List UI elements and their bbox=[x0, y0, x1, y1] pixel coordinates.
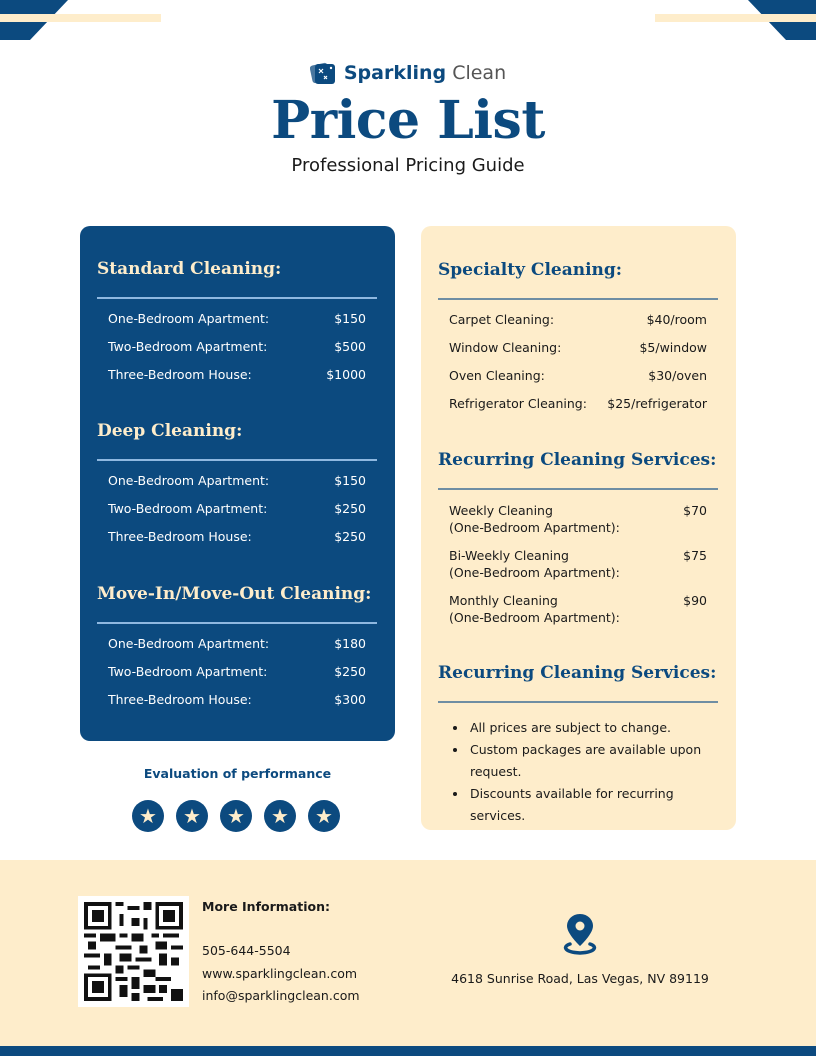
service-price: $25/refrigerator bbox=[607, 396, 707, 411]
price-row bbox=[438, 592, 718, 637]
service-label: Two-Bedroom Apartment: bbox=[108, 501, 268, 516]
service-label: Bi-Weekly Cleaning (One-Bedroom Apartment): bbox=[449, 548, 620, 580]
divider bbox=[97, 622, 377, 624]
service-label: Carpet Cleaning: bbox=[449, 312, 555, 327]
service-price: $1000 bbox=[326, 367, 366, 382]
service-label: Weekly Cleaning (One-Bedroom Apartment): bbox=[449, 503, 620, 535]
service-label: One-Bedroom Apartment: bbox=[108, 473, 270, 488]
star-icon: ★ bbox=[132, 800, 164, 832]
section-recurring-services bbox=[438, 450, 718, 637]
contact-info bbox=[202, 899, 360, 1011]
divider bbox=[438, 298, 718, 300]
section-title: Specialty Cleaning: bbox=[438, 260, 623, 280]
service-label: Two-Bedroom Apartment: bbox=[108, 339, 268, 354]
price-row bbox=[97, 473, 377, 501]
service-price: $500 bbox=[334, 339, 366, 354]
service-price: $5/window bbox=[639, 340, 707, 355]
address: 4618 Sunrise Road, Las Vegas, NV 89119 bbox=[451, 971, 709, 986]
service-label: Monthly Cleaning (One-Bedroom Apartment): bbox=[449, 593, 620, 625]
price-row bbox=[97, 367, 377, 395]
standard-pricing-panel bbox=[80, 226, 395, 741]
service-price: $150 bbox=[334, 473, 366, 488]
page-title: Price List bbox=[271, 90, 545, 151]
price-row bbox=[438, 340, 718, 368]
note-item: • Discounts available for recurring services. bbox=[468, 783, 718, 827]
sparkle-card-icon bbox=[310, 60, 336, 86]
service-price: $180 bbox=[334, 636, 366, 651]
service-label: Refrigerator Cleaning: bbox=[449, 396, 587, 411]
service-price: $300 bbox=[334, 692, 366, 707]
specialty-pricing-panel bbox=[421, 226, 736, 830]
section-title: Recurring Cleaning Services: bbox=[438, 663, 717, 683]
price-row bbox=[97, 664, 377, 692]
price-row bbox=[97, 636, 377, 664]
service-label: Oven Cleaning: bbox=[449, 368, 545, 383]
service-label: One-Bedroom Apartment: bbox=[108, 311, 270, 326]
evaluation-label: Evaluation of performance bbox=[143, 766, 332, 781]
email-link[interactable]: info@sparklingclean.com bbox=[202, 988, 360, 1003]
note-item: • Custom packages are available upon request. bbox=[468, 739, 718, 783]
price-row bbox=[97, 311, 377, 339]
service-price: $75 bbox=[683, 548, 707, 563]
service-label: Three-Bedroom House: bbox=[108, 529, 252, 544]
service-price: $250 bbox=[334, 664, 366, 679]
service-price: $150 bbox=[334, 311, 366, 326]
price-row bbox=[438, 368, 718, 396]
price-row bbox=[97, 501, 377, 529]
note-item: • All prices are subject to change. bbox=[468, 717, 718, 739]
price-row bbox=[438, 312, 718, 340]
notes-list bbox=[438, 717, 718, 827]
service-price: $250 bbox=[334, 529, 366, 544]
divider bbox=[438, 701, 718, 703]
section-title: Deep Cleaning: bbox=[97, 421, 243, 441]
divider bbox=[97, 297, 377, 299]
star-icon: ★ bbox=[308, 800, 340, 832]
section-title: Standard Cleaning: bbox=[97, 259, 282, 279]
brand bbox=[0, 60, 816, 86]
map-pin-icon bbox=[560, 912, 600, 956]
divider bbox=[97, 459, 377, 461]
star-icon: ★ bbox=[176, 800, 208, 832]
service-label: Window Cleaning: bbox=[449, 340, 562, 355]
price-row bbox=[438, 396, 718, 424]
top-stripe-right bbox=[655, 14, 816, 22]
page-subtitle: Professional Pricing Guide bbox=[291, 155, 525, 176]
price-row bbox=[97, 692, 377, 720]
divider bbox=[438, 488, 718, 490]
qr-code-icon[interactable] bbox=[78, 896, 189, 1007]
info-title: More Information: bbox=[202, 899, 330, 914]
service-price: $250 bbox=[334, 501, 366, 516]
section-standard-cleaning bbox=[97, 259, 377, 395]
star-icon: ★ bbox=[264, 800, 296, 832]
phone-number[interactable]: 505-644-5504 bbox=[202, 943, 291, 958]
star-icon: ★ bbox=[220, 800, 252, 832]
price-row bbox=[438, 547, 718, 592]
service-label: Three-Bedroom House: bbox=[108, 367, 252, 382]
star-rating bbox=[132, 800, 340, 832]
section-deep-cleaning bbox=[97, 421, 377, 557]
service-label: One-Bedroom Apartment: bbox=[108, 636, 270, 651]
price-row bbox=[97, 339, 377, 367]
service-label: Two-Bedroom Apartment: bbox=[108, 664, 268, 679]
brand-name: Sparkling Clean bbox=[343, 62, 507, 84]
section-specialty-cleaning bbox=[438, 260, 718, 424]
service-label: Three-Bedroom House: bbox=[108, 692, 252, 707]
section-title: Move-In/Move-Out Cleaning: bbox=[97, 584, 372, 604]
section-notes bbox=[438, 663, 718, 827]
website-link[interactable]: www.sparklingclean.com bbox=[202, 965, 358, 981]
price-row bbox=[97, 529, 377, 557]
service-price: $90 bbox=[683, 593, 707, 608]
section-title: Recurring Cleaning Services: bbox=[438, 450, 717, 470]
section-move-in-out-cleaning bbox=[97, 584, 377, 720]
footer-bar bbox=[0, 1046, 816, 1056]
service-price: $40/room bbox=[646, 312, 707, 327]
service-price: $30/oven bbox=[648, 368, 707, 383]
top-stripe-left bbox=[0, 14, 161, 22]
service-price: $70 bbox=[683, 503, 707, 518]
price-row bbox=[438, 502, 718, 547]
